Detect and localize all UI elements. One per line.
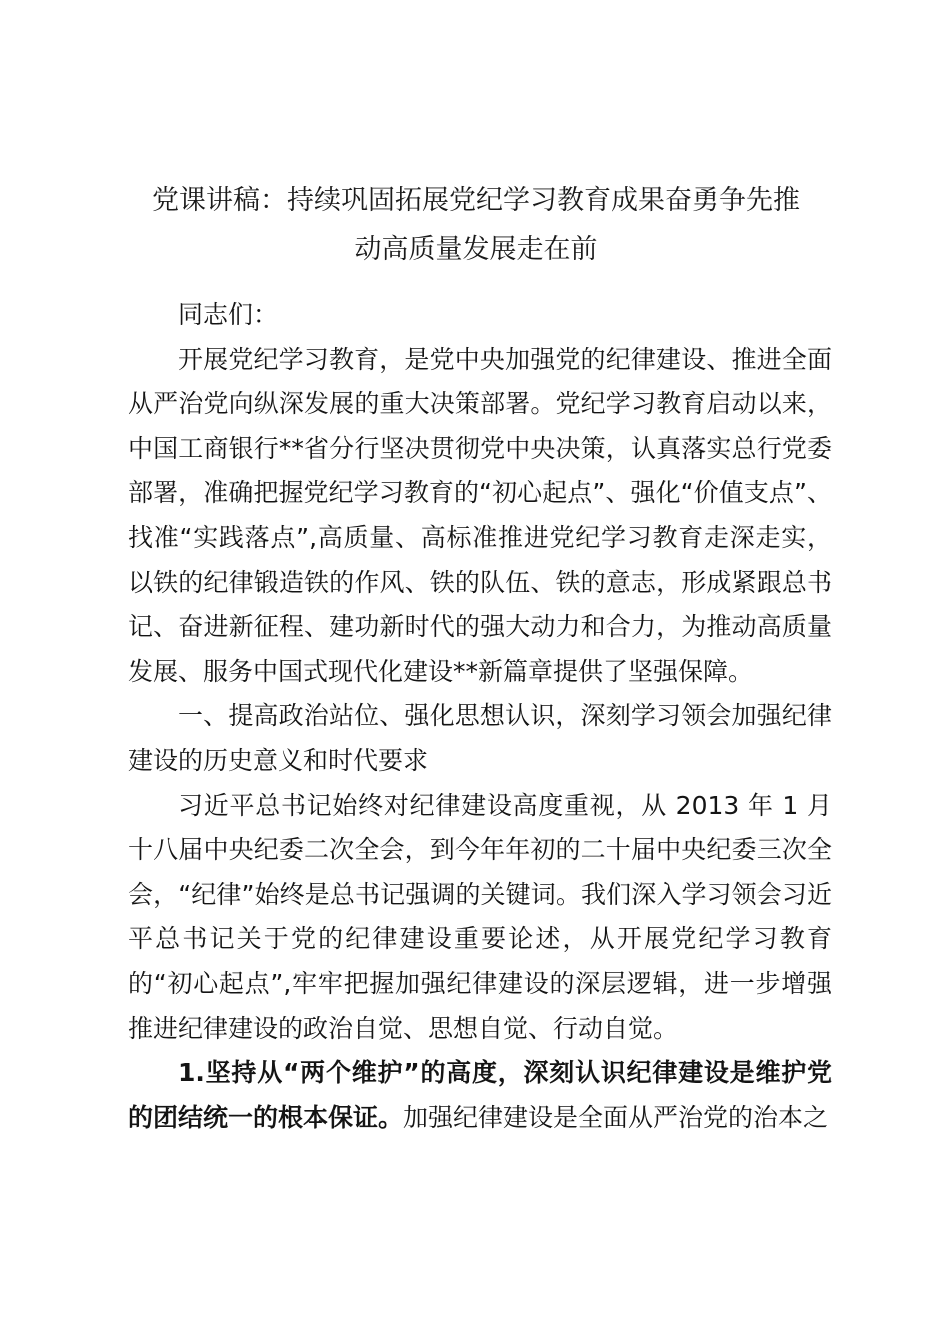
salutation: 同志们： [178, 300, 279, 329]
title-line-2: 动高质量发展走在前 [354, 234, 598, 265]
section-heading-1: 一、提高政治站位、强化思想认识，深刻学习领会加强纪律建设的历史意义和时代要求 [128, 701, 832, 775]
point-1-text: 加强纪律建设是全面从严治党的治本之 [403, 1102, 829, 1132]
paragraph-point-1 [128, 1051, 832, 1140]
title-line-1: 党课讲稿：持续巩固拓展党纪学习教育成果奋勇争先推 [152, 185, 800, 216]
paragraph-discipline-history: 习近平总书记始终对纪律建设高度重视，从 2013 年 1 月十八届中央纪委二次全会，到今年年初的二十届中央纪委三次全会，“纪律”始终是总书记强调的关键词。我们深入学习领会习近平总书记关于党的纪律建设重要论述，从开展党纪学习教育的“初心起点”,牢牢把握加强纪律建设的深层逻辑，进一步增强推进纪律建设的政治自觉、思想自觉、行动自觉。 [128, 790, 832, 1043]
document-title [118, 176, 834, 274]
document-body [128, 293, 832, 1140]
point-1-lead: 1.坚持从“两个维护”的高度，深刻认识纪律建设是维护党的团结统一的根本保证。 [128, 1058, 832, 1132]
paragraph-intro: 开展党纪学习教育，是党中央加强党的纪律建设、推进全面从严治党向纵深发展的重大决策部署。党纪学习教育启动以来，中国工商银行**省分行坚决贯彻党中央决策，认真落实总行党委部署，准确把握党纪学习教育的“初心起点”、强化“价值支点”、找准“实践落点”,高质量、高标准推进党纪学习教育走深走实，以铁的纪律锻造铁的作风、铁的队伍、铁的意志，形成紧跟总书记、奋进新征程、建功新时代的强大动力和合力，为推动高质量发展、服务中国式现代化建设**新篇章提供了坚强保障。 [128, 344, 832, 686]
